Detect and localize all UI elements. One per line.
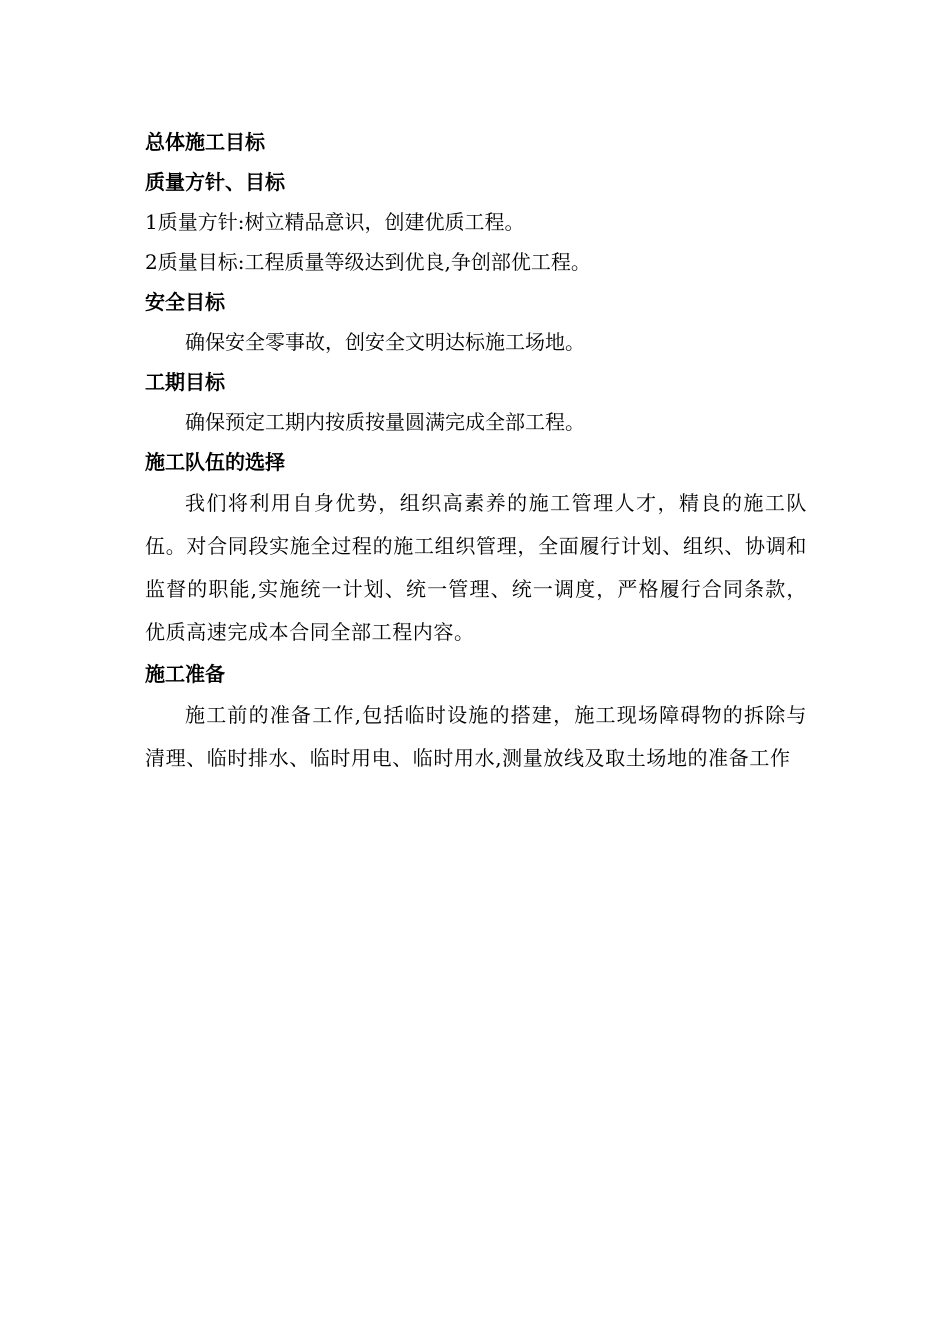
document-title: 总体施工目标	[145, 130, 265, 154]
quality-goal: 2质量目标:工程质量等级达到优良,争创部优工程。	[145, 250, 591, 274]
preparation-heading: 施工准备	[145, 662, 225, 686]
preparation-paragraph: 施工前的准备工作,包括临时设施的搭建，施工现场障碍物的拆除与清理、临时排水、临时用电、临时用水,测量放线及取土场地的准备工作	[145, 703, 807, 770]
team-heading: 施工队伍的选择	[145, 450, 285, 474]
document-body	[145, 122, 807, 780]
quality-heading: 质量方针、目标	[145, 170, 285, 194]
schedule-heading: 工期目标	[145, 370, 225, 394]
schedule-text: 确保预定工期内按质按量圆满完成全部工程。	[185, 410, 585, 434]
quality-policy: 1质量方针:树立精品意识，创建优质工程。	[145, 210, 525, 234]
team-paragraph: 我们将利用自身优势，组织高素养的施工管理人才，精良的施工队伍。对合同段实施全过程的施工组织管理，全面履行计划、组织、协调和监督的职能,实施统一计划、统一管理、统一调度，严格履行合同条款，优质高速完成本合同全部工程内容。	[145, 491, 807, 644]
safety-text: 确保安全零事故，创安全文明达标施工场地。	[185, 330, 585, 354]
safety-heading: 安全目标	[145, 290, 225, 314]
